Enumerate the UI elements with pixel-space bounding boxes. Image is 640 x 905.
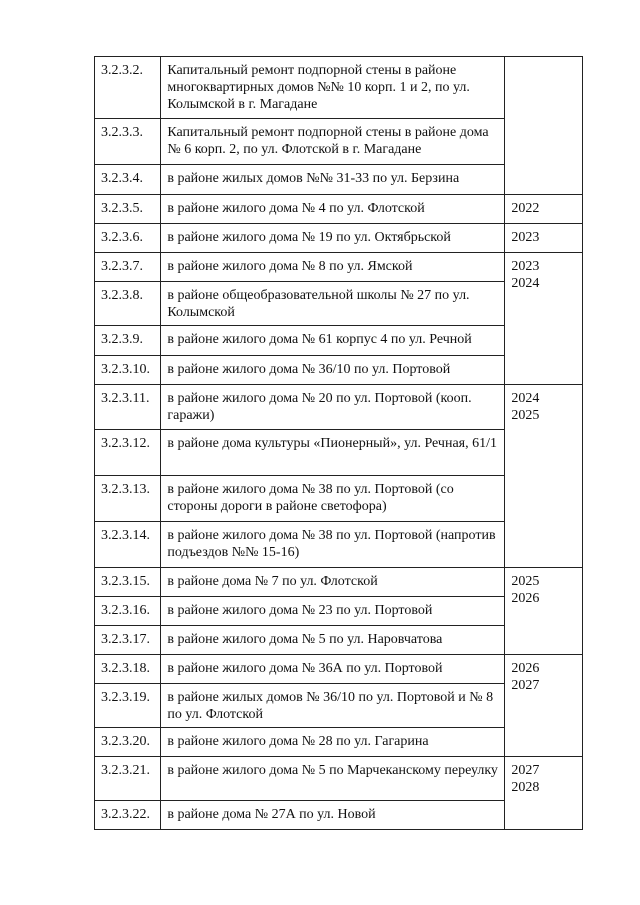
year-cell: [505, 655, 583, 757]
item-description: в районе жилого дома № 36А по ул. Портовой: [161, 655, 505, 684]
table-row: [95, 195, 583, 224]
item-description: Капитальный ремонт подпорной стены в районе дома № 6 корп. 2, по ул. Флотской в г. Магадане: [161, 119, 505, 165]
year-cell: [505, 253, 583, 385]
year-start: 2024: [511, 391, 540, 406]
item-number: 3.2.3.3.: [95, 119, 161, 165]
item-number: 3.2.3.12.: [95, 430, 161, 476]
item-number: 3.2.3.16.: [95, 597, 161, 626]
year-end: 2026: [511, 591, 540, 606]
year-end: 2027: [511, 678, 540, 693]
item-description: в районе жилого дома № 23 по ул. Портовой: [161, 597, 505, 626]
item-description: в районе жилого дома № 5 по ул. Наровчатова: [161, 626, 505, 655]
item-number: 3.2.3.9.: [95, 326, 161, 356]
item-description: в районе жилого дома № 19 по ул. Октябрьской: [161, 224, 505, 253]
item-description: в районе жилого дома № 4 по ул. Флотской: [161, 195, 505, 224]
item-description: Капитальный ремонт подпорной стены в районе многоквартирных домов №№ 10 корп. 1 и 2, по ул. Колымской в г. Магадане: [161, 57, 505, 119]
year-cell: [505, 568, 583, 655]
item-description: в районе жилых домов №№ 31-33 по ул. Берзина: [161, 165, 505, 195]
item-description: в районе жилого дома № 36/10 по ул. Портовой: [161, 356, 505, 385]
table-row: [95, 568, 583, 597]
item-number: 3.2.3.5.: [95, 195, 161, 224]
table-row: [95, 757, 583, 801]
item-number: 3.2.3.20.: [95, 728, 161, 757]
item-description: в районе дома культуры «Пионерный», ул. Речная, 61/1: [161, 430, 505, 476]
item-description: в районе жилого дома № 8 по ул. Ямской: [161, 253, 505, 282]
table-row: [95, 224, 583, 253]
item-number: 3.2.3.2.: [95, 57, 161, 119]
item-description: в районе общеобразовательной школы № 27 по ул. Колымской: [161, 282, 505, 326]
year-cell: 2023: [505, 224, 583, 253]
item-number: 3.2.3.14.: [95, 522, 161, 568]
item-description: в районе жилых домов № 36/10 по ул. Портовой и № 8 по ул. Флотской: [161, 684, 505, 728]
year-cell: [505, 385, 583, 568]
item-description: в районе жилого дома № 28 по ул. Гагарина: [161, 728, 505, 757]
item-number: 3.2.3.4.: [95, 165, 161, 195]
item-description: в районе жилого дома № 20 по ул. Портовой (кооп. гаражи): [161, 385, 505, 430]
year-cell: [505, 57, 583, 195]
item-description: в районе дома № 27А по ул. Новой: [161, 801, 505, 830]
item-number: 3.2.3.10.: [95, 356, 161, 385]
item-number: 3.2.3.7.: [95, 253, 161, 282]
year-end: 2028: [511, 780, 540, 795]
year-end: 2025: [511, 408, 540, 423]
item-number: 3.2.3.8.: [95, 282, 161, 326]
year-start: 2025: [511, 574, 540, 589]
works-table: [94, 56, 583, 830]
year-start: 2026: [511, 661, 540, 676]
item-number: 3.2.3.21.: [95, 757, 161, 801]
table-row: [95, 57, 583, 119]
table-row: [95, 253, 583, 282]
item-number: 3.2.3.13.: [95, 476, 161, 522]
table-row: [95, 655, 583, 684]
item-number: 3.2.3.19.: [95, 684, 161, 728]
item-number: 3.2.3.18.: [95, 655, 161, 684]
item-description: в районе жилого дома № 61 корпус 4 по ул. Речной: [161, 326, 505, 356]
item-number: 3.2.3.15.: [95, 568, 161, 597]
item-number: 3.2.3.17.: [95, 626, 161, 655]
item-number: 3.2.3.6.: [95, 224, 161, 253]
item-description: в районе жилого дома № 38 по ул. Портовой (со стороны дороги в районе светофора): [161, 476, 505, 522]
year-start: 2027: [511, 763, 540, 778]
year-end: 2024: [511, 276, 540, 291]
table-row: [95, 385, 583, 430]
item-description: в районе жилого дома № 38 по ул. Портовой (напротив подъездов №№ 15-16): [161, 522, 505, 568]
year-cell: [505, 757, 583, 830]
year-cell: 2022: [505, 195, 583, 224]
item-number: 3.2.3.11.: [95, 385, 161, 430]
item-description: в районе дома № 7 по ул. Флотской: [161, 568, 505, 597]
year-start: 2023: [511, 259, 540, 274]
item-description: в районе жилого дома № 5 по Марчеканскому переулку: [161, 757, 505, 801]
item-number: 3.2.3.22.: [95, 801, 161, 830]
